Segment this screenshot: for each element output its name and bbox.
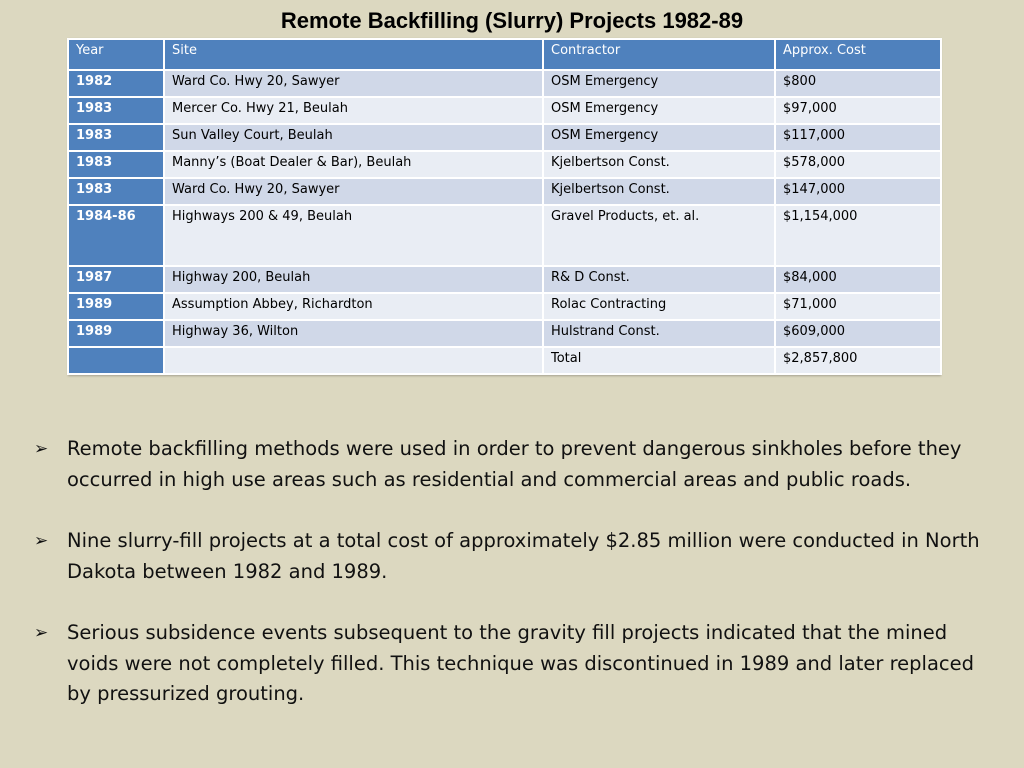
header-site: Site: [164, 39, 543, 70]
table-row: [68, 178, 941, 205]
cell-contractor: Rolac Contracting: [543, 293, 775, 320]
cell-site: [164, 347, 543, 374]
bullet-item: [34, 618, 984, 710]
cell-site: Ward Co. Hwy 20, Sawyer: [164, 70, 543, 97]
cell-site: Highway 36, Wilton: [164, 320, 543, 347]
cell-cost: $84,000: [775, 266, 941, 293]
cell-contractor: Kjelbertson Const.: [543, 151, 775, 178]
cell-year: [68, 347, 164, 374]
cell-contractor: OSM Emergency: [543, 97, 775, 124]
cell-year: 1989: [68, 293, 164, 320]
cell-year: 1984-86: [68, 205, 164, 266]
table-row: [68, 97, 941, 124]
table-row: [68, 124, 941, 151]
projects-table: [67, 38, 942, 375]
cell-site: Ward Co. Hwy 20, Sawyer: [164, 178, 543, 205]
cell-site: Highway 200, Beulah: [164, 266, 543, 293]
header-contractor: Contractor: [543, 39, 775, 70]
cell-year: 1982: [68, 70, 164, 97]
arrow-bullet-icon: ➢: [34, 623, 49, 643]
bullet-text: Serious subsidence events subsequent to the gravity fill projects indicated that the mined voids were not completely filled. This technique was discontinued in 1989 and later replaced by pressurized grouting.: [67, 621, 975, 705]
table-row: [68, 70, 941, 97]
cell-year: 1983: [68, 178, 164, 205]
cell-contractor: R& D Const.: [543, 266, 775, 293]
cell-year: 1983: [68, 151, 164, 178]
table-row: [68, 293, 941, 320]
table-total-row: [68, 347, 941, 374]
cell-contractor: OSM Emergency: [543, 124, 775, 151]
projects-table-container: [67, 38, 940, 375]
cell-contractor: Gravel Products, et. al.: [543, 205, 775, 266]
cell-cost: $1,154,000: [775, 205, 941, 266]
bullet-item: [34, 434, 984, 495]
cell-site: Assumption Abbey, Richardton: [164, 293, 543, 320]
cell-contractor: Kjelbertson Const.: [543, 178, 775, 205]
cell-contractor: Hulstrand Const.: [543, 320, 775, 347]
table-header-row: [68, 39, 941, 70]
cell-site: Highways 200 & 49, Beulah: [164, 205, 543, 266]
cell-year: 1987: [68, 266, 164, 293]
total-label: Total: [543, 347, 775, 374]
cell-cost: $117,000: [775, 124, 941, 151]
cell-contractor: OSM Emergency: [543, 70, 775, 97]
table-row: [68, 151, 941, 178]
bullet-text: Remote backfilling methods were used in order to prevent dangerous sinkholes before they occurred in high use areas such as residential and commercial areas and public roads.: [67, 437, 962, 491]
arrow-bullet-icon: ➢: [34, 531, 49, 551]
cell-cost: $800: [775, 70, 941, 97]
cell-year: 1983: [68, 124, 164, 151]
cell-cost: $578,000: [775, 151, 941, 178]
header-year: Year: [68, 39, 164, 70]
arrow-bullet-icon: ➢: [34, 439, 49, 459]
cell-cost: $97,000: [775, 97, 941, 124]
cell-year: 1983: [68, 97, 164, 124]
slide-title: Remote Backfilling (Slurry) Projects 1982-89: [280, 8, 744, 33]
total-cost: $2,857,800: [775, 347, 941, 374]
cell-cost: $609,000: [775, 320, 941, 347]
cell-site: Sun Valley Court, Beulah: [164, 124, 543, 151]
bullet-item: [34, 526, 984, 587]
cell-cost: $71,000: [775, 293, 941, 320]
table-row: [68, 266, 941, 293]
cell-cost: $147,000: [775, 178, 941, 205]
cell-year: 1989: [68, 320, 164, 347]
cell-site: Manny’s (Boat Dealer & Bar), Beulah: [164, 151, 543, 178]
bullet-text: Nine slurry-fill projects at a total cost of approximately $2.85 million were conducted in North Dakota between 1982 and 1989.: [67, 529, 980, 583]
cell-site: Mercer Co. Hwy 21, Beulah: [164, 97, 543, 124]
table-row: [68, 320, 941, 347]
table-row: [68, 205, 941, 266]
bullet-list: [34, 434, 984, 741]
header-approx-cost: Approx. Cost: [775, 39, 941, 70]
